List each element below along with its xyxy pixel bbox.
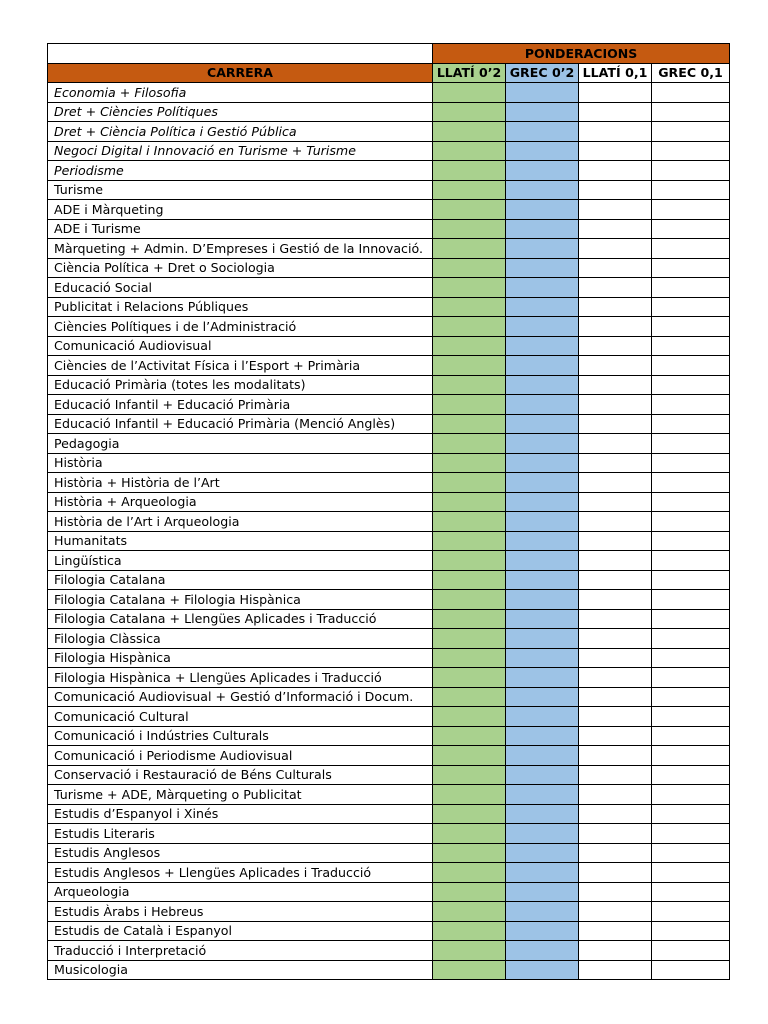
- greek-02-cell: [506, 746, 579, 766]
- greek-01-cell: [652, 122, 730, 142]
- table-row: [48, 395, 730, 415]
- table-row: [48, 902, 730, 922]
- career-name-cell: Dret + Ciències Polítiques: [48, 102, 433, 122]
- career-name-cell: Filologia Catalana + Filologia Hispànica: [48, 590, 433, 610]
- table-row: [48, 239, 730, 259]
- career-name-cell: Estudis Àrabs i Hebreus: [48, 902, 433, 922]
- latin-02-cell: [433, 375, 506, 395]
- latin-01-cell: [579, 648, 652, 668]
- greek-02-cell: [506, 863, 579, 883]
- career-name-cell: Estudis Anglesos: [48, 843, 433, 863]
- latin-02-cell: [433, 278, 506, 298]
- career-name-cell: Lingüística: [48, 551, 433, 571]
- greek-02-cell: [506, 453, 579, 473]
- greek-02-cell: [506, 414, 579, 434]
- greek-02-cell: [506, 687, 579, 707]
- latin-02-cell: [433, 960, 506, 980]
- latin-02-cell: [433, 648, 506, 668]
- latin-01-cell: [579, 180, 652, 200]
- greek-01-cell: [652, 395, 730, 415]
- latin-02-cell: [433, 629, 506, 649]
- greek-01-cell: [652, 726, 730, 746]
- greek-02-cell: [506, 960, 579, 980]
- latin-01-cell: [579, 258, 652, 278]
- latin-02-cell: [433, 843, 506, 863]
- greek-01-cell: [652, 765, 730, 785]
- table-row: [48, 278, 730, 298]
- table-row: [48, 356, 730, 376]
- latin-02-cell: [433, 512, 506, 532]
- table-row: [48, 843, 730, 863]
- career-name-cell: Economia + Filosofia: [48, 83, 433, 103]
- career-name-cell: Humanitats: [48, 531, 433, 551]
- table-row: [48, 648, 730, 668]
- greek-01-cell: [652, 609, 730, 629]
- greek-01-cell: [652, 785, 730, 805]
- career-rows: [48, 83, 730, 980]
- greek-02-cell: [506, 726, 579, 746]
- latin-02-cell: [433, 707, 506, 727]
- greek-01-cell: [652, 629, 730, 649]
- greek-01-cell: [652, 902, 730, 922]
- latin-01-cell: [579, 746, 652, 766]
- table-row: [48, 473, 730, 493]
- latin-01-cell: [579, 278, 652, 298]
- greek-02-cell: [506, 921, 579, 941]
- latin-02-cell: [433, 219, 506, 239]
- career-name-cell: Ciències de l’Activitat Física i l’Esport + Primària: [48, 356, 433, 376]
- greek-01-cell: [652, 746, 730, 766]
- career-name-cell: Turisme: [48, 180, 433, 200]
- table-row: [48, 336, 730, 356]
- table-row: [48, 375, 730, 395]
- latin-02-cell: [433, 804, 506, 824]
- latin-01-cell: [579, 219, 652, 239]
- latin-01-cell: [579, 726, 652, 746]
- greek-02-cell: [506, 648, 579, 668]
- table-row: [48, 512, 730, 532]
- greek-02-cell: [506, 200, 579, 220]
- greek-02-cell: [506, 336, 579, 356]
- latin-01-cell: [579, 512, 652, 532]
- latin-02-cell: [433, 492, 506, 512]
- latin-01-cell: [579, 200, 652, 220]
- career-name-cell: Filologia Hispànica + Llengües Aplicades i Traducció: [48, 668, 433, 688]
- greek-01-cell: [652, 707, 730, 727]
- greek-02-cell: [506, 297, 579, 317]
- career-name-cell: Musicologia: [48, 960, 433, 980]
- career-name-cell: Ciències Polítiques i de l’Administració: [48, 317, 433, 337]
- greek-01-cell: [652, 141, 730, 161]
- greek-01-cell: [652, 414, 730, 434]
- career-name-cell: Educació Social: [48, 278, 433, 298]
- career-name-cell: Filologia Catalana: [48, 570, 433, 590]
- latin-01-cell: [579, 629, 652, 649]
- career-name-cell: Pedagogia: [48, 434, 433, 454]
- header-row-columns: [48, 63, 730, 83]
- latin-01-cell: [579, 570, 652, 590]
- table-row: [48, 726, 730, 746]
- greek-02-cell: [506, 707, 579, 727]
- career-name-cell: Estudis Literaris: [48, 824, 433, 844]
- latin-01-cell: [579, 102, 652, 122]
- greek-02-cell: [506, 531, 579, 551]
- table-row: [48, 492, 730, 512]
- greek-02-cell: [506, 882, 579, 902]
- career-name-cell: Comunicació Audiovisual: [48, 336, 433, 356]
- latin-01-cell: [579, 395, 652, 415]
- table-row: [48, 531, 730, 551]
- latin-01-cell: [579, 83, 652, 103]
- table-row: [48, 297, 730, 317]
- latin-01-cell: [579, 902, 652, 922]
- latin-01-cell: [579, 707, 652, 727]
- greek-01-cell: [652, 336, 730, 356]
- career-name-cell: Filologia Clàssica: [48, 629, 433, 649]
- career-name-cell: Periodisme: [48, 161, 433, 181]
- greek-02-cell: [506, 434, 579, 454]
- greek-02-cell: [506, 804, 579, 824]
- career-name-cell: Comunicació Cultural: [48, 707, 433, 727]
- latin-02-cell: [433, 122, 506, 142]
- greek-01-cell: [652, 687, 730, 707]
- career-name-cell: Estudis Anglesos + Llengües Aplicades i Traducció: [48, 863, 433, 883]
- greek-02-cell: [506, 512, 579, 532]
- latin-01-cell: [579, 863, 652, 883]
- career-name-cell: Filologia Hispànica: [48, 648, 433, 668]
- greek-01-cell: [652, 941, 730, 961]
- greek-02-cell: [506, 785, 579, 805]
- greek-02-cell: [506, 122, 579, 142]
- latin-01-cell: [579, 882, 652, 902]
- latin-02-cell: [433, 863, 506, 883]
- latin-02-cell: [433, 824, 506, 844]
- header-row-group: [48, 44, 730, 64]
- latin-02-cell: [433, 434, 506, 454]
- latin-02-cell: [433, 902, 506, 922]
- latin-01-cell: [579, 551, 652, 571]
- greek-01-cell: [652, 512, 730, 532]
- greek-01-cell: [652, 239, 730, 259]
- greek-01-cell: [652, 356, 730, 376]
- table-row: [48, 824, 730, 844]
- greek-02-cell: [506, 843, 579, 863]
- table-row: [48, 219, 730, 239]
- latin-02-cell: [433, 141, 506, 161]
- greek-01-cell: [652, 278, 730, 298]
- greek-01-cell: [652, 434, 730, 454]
- latin-02-cell: [433, 941, 506, 961]
- latin-01-cell: [579, 687, 652, 707]
- table-row: [48, 200, 730, 220]
- greek-01-cell: [652, 161, 730, 181]
- career-name-cell: Comunicació i Periodisme Audiovisual: [48, 746, 433, 766]
- table-row: [48, 453, 730, 473]
- greek-02-cell: [506, 765, 579, 785]
- career-name-cell: Traducció i Interpretació: [48, 941, 433, 961]
- latin-02-cell: [433, 746, 506, 766]
- latin-02-cell: [433, 239, 506, 259]
- latin-02-cell: [433, 551, 506, 571]
- table-row: [48, 551, 730, 571]
- career-name-cell: Turisme + ADE, Màrqueting o Publicitat: [48, 785, 433, 805]
- career-name-cell: ADE i Turisme: [48, 219, 433, 239]
- greek-01-cell: [652, 473, 730, 493]
- career-name-cell: Història + Arqueologia: [48, 492, 433, 512]
- latin-02-cell: [433, 668, 506, 688]
- table-row: [48, 765, 730, 785]
- latin-01-cell: [579, 161, 652, 181]
- greek-01-cell: [652, 453, 730, 473]
- career-name-cell: Història de l’Art i Arqueologia: [48, 512, 433, 532]
- greek-02-cell: [506, 219, 579, 239]
- latin-01-cell: [579, 317, 652, 337]
- greek-01-cell: [652, 180, 730, 200]
- career-name-cell: Estudis d’Espanyol i Xinés: [48, 804, 433, 824]
- greek-02-cell: [506, 570, 579, 590]
- table-row: [48, 258, 730, 278]
- greek-01-cell: [652, 297, 730, 317]
- table-row: [48, 941, 730, 961]
- career-name-cell: Filologia Catalana + Llengües Aplicades i Traducció: [48, 609, 433, 629]
- greek-01-cell: [652, 200, 730, 220]
- latin-02-cell: [433, 200, 506, 220]
- greek-02-cell: [506, 590, 579, 610]
- table-row: [48, 668, 730, 688]
- greek-01-cell: [652, 824, 730, 844]
- career-name-cell: Ciència Política + Dret o Sociologia: [48, 258, 433, 278]
- latin-02-cell: [433, 570, 506, 590]
- table-row: [48, 609, 730, 629]
- career-name-cell: Història + Història de l’Art: [48, 473, 433, 493]
- career-name-cell: Educació Infantil + Educació Primària (Menció Anglès): [48, 414, 433, 434]
- career-name-cell: Estudis de Català i Espanyol: [48, 921, 433, 941]
- table-row: [48, 590, 730, 610]
- table-row: [48, 960, 730, 980]
- table-row: [48, 707, 730, 727]
- header-blank-cell: [48, 44, 433, 64]
- greek-01-cell: [652, 882, 730, 902]
- table-row: [48, 863, 730, 883]
- greek-01-cell: [652, 551, 730, 571]
- greek-02-cell: [506, 83, 579, 103]
- latin-01-cell: [579, 531, 652, 551]
- latin-02-cell: [433, 687, 506, 707]
- table-row: [48, 102, 730, 122]
- latin-01-cell: [579, 414, 652, 434]
- greek-02-cell: [506, 317, 579, 337]
- latin-01-cell: [579, 824, 652, 844]
- latin-01-column-header: LLATÍ 0,1: [579, 63, 652, 83]
- latin-02-cell: [433, 765, 506, 785]
- table-row: [48, 746, 730, 766]
- table-row: [48, 687, 730, 707]
- latin-01-cell: [579, 492, 652, 512]
- latin-02-cell: [433, 785, 506, 805]
- latin-01-cell: [579, 960, 652, 980]
- career-name-cell: Conservació i Restauració de Béns Culturals: [48, 765, 433, 785]
- latin-01-cell: [579, 239, 652, 259]
- latin-01-cell: [579, 473, 652, 493]
- latin-02-cell: [433, 83, 506, 103]
- latin-02-cell: [433, 882, 506, 902]
- latin-02-cell: [433, 726, 506, 746]
- greek-01-cell: [652, 102, 730, 122]
- greek-01-cell: [652, 258, 730, 278]
- latin-02-cell: [433, 336, 506, 356]
- greek-02-cell: [506, 180, 579, 200]
- latin-01-cell: [579, 375, 652, 395]
- career-column-header: CARRERA: [48, 63, 433, 83]
- latin-02-cell: [433, 453, 506, 473]
- latin-01-cell: [579, 453, 652, 473]
- greek-02-cell: [506, 941, 579, 961]
- career-name-cell: Comunicació i Indústries Culturals: [48, 726, 433, 746]
- greek-02-cell: [506, 551, 579, 571]
- greek-01-cell: [652, 590, 730, 610]
- latin-01-cell: [579, 590, 652, 610]
- latin-02-cell: [433, 921, 506, 941]
- latin-01-cell: [579, 765, 652, 785]
- table-row: [48, 570, 730, 590]
- greek-01-cell: [652, 921, 730, 941]
- latin-01-cell: [579, 668, 652, 688]
- greek-02-cell: [506, 278, 579, 298]
- greek-02-cell: [506, 375, 579, 395]
- table-row: [48, 122, 730, 142]
- table-row: [48, 83, 730, 103]
- latin-02-cell: [433, 395, 506, 415]
- latin-02-cell: [433, 317, 506, 337]
- greek-01-cell: [652, 843, 730, 863]
- latin-01-cell: [579, 122, 652, 142]
- greek-01-cell: [652, 492, 730, 512]
- latin-01-cell: [579, 785, 652, 805]
- latin-01-cell: [579, 921, 652, 941]
- table-row: [48, 161, 730, 181]
- greek-01-cell: [652, 531, 730, 551]
- table-row: [48, 141, 730, 161]
- latin-02-cell: [433, 609, 506, 629]
- ponderacions-header: PONDERACIONS: [433, 44, 730, 64]
- table-row: [48, 629, 730, 649]
- greek-02-cell: [506, 609, 579, 629]
- latin-02-cell: [433, 297, 506, 317]
- greek-02-cell: [506, 492, 579, 512]
- latin-02-cell: [433, 356, 506, 376]
- greek-01-cell: [652, 375, 730, 395]
- greek-02-cell: [506, 258, 579, 278]
- career-name-cell: Comunicació Audiovisual + Gestió d’Informació i Docum.: [48, 687, 433, 707]
- latin-02-cell: [433, 258, 506, 278]
- greek-01-cell: [652, 668, 730, 688]
- latin-02-cell: [433, 180, 506, 200]
- table-row: [48, 785, 730, 805]
- greek-01-cell: [652, 648, 730, 668]
- latin-02-cell: [433, 161, 506, 181]
- latin-02-cell: [433, 414, 506, 434]
- greek-02-cell: [506, 473, 579, 493]
- greek-02-column-header: GREC 0’2: [506, 63, 579, 83]
- greek-01-cell: [652, 317, 730, 337]
- table-row: [48, 414, 730, 434]
- table-row: [48, 882, 730, 902]
- greek-01-cell: [652, 863, 730, 883]
- greek-01-column-header: GREC 0,1: [652, 63, 730, 83]
- career-name-cell: Dret + Ciència Política i Gestió Pública: [48, 122, 433, 142]
- greek-01-cell: [652, 804, 730, 824]
- ponderacions-table: [47, 43, 730, 980]
- greek-02-cell: [506, 668, 579, 688]
- greek-01-cell: [652, 960, 730, 980]
- career-name-cell: Educació Primària (totes les modalitats): [48, 375, 433, 395]
- greek-01-cell: [652, 83, 730, 103]
- latin-02-cell: [433, 590, 506, 610]
- greek-01-cell: [652, 219, 730, 239]
- latin-01-cell: [579, 843, 652, 863]
- latin-01-cell: [579, 336, 652, 356]
- greek-02-cell: [506, 102, 579, 122]
- latin-01-cell: [579, 356, 652, 376]
- career-name-cell: ADE i Màrqueting: [48, 200, 433, 220]
- latin-02-column-header: LLATÍ 0’2: [433, 63, 506, 83]
- career-name-cell: Publicitat i Relacions Públiques: [48, 297, 433, 317]
- latin-01-cell: [579, 804, 652, 824]
- greek-02-cell: [506, 356, 579, 376]
- greek-02-cell: [506, 629, 579, 649]
- table-row: [48, 921, 730, 941]
- greek-02-cell: [506, 141, 579, 161]
- table-row: [48, 317, 730, 337]
- career-name-cell: Negoci Digital i Innovació en Turisme + Turisme: [48, 141, 433, 161]
- latin-01-cell: [579, 609, 652, 629]
- latin-01-cell: [579, 434, 652, 454]
- latin-01-cell: [579, 297, 652, 317]
- latin-01-cell: [579, 941, 652, 961]
- table-row: [48, 180, 730, 200]
- greek-01-cell: [652, 570, 730, 590]
- career-name-cell: Màrqueting + Admin. D’Empreses i Gestió de la Innovació.: [48, 239, 433, 259]
- greek-02-cell: [506, 824, 579, 844]
- latin-01-cell: [579, 141, 652, 161]
- latin-02-cell: [433, 531, 506, 551]
- career-name-cell: Arqueologia: [48, 882, 433, 902]
- greek-02-cell: [506, 395, 579, 415]
- latin-02-cell: [433, 473, 506, 493]
- greek-02-cell: [506, 239, 579, 259]
- career-name-cell: Educació Infantil + Educació Primària: [48, 395, 433, 415]
- greek-02-cell: [506, 902, 579, 922]
- greek-02-cell: [506, 161, 579, 181]
- table-row: [48, 434, 730, 454]
- latin-02-cell: [433, 102, 506, 122]
- career-name-cell: Història: [48, 453, 433, 473]
- table-row: [48, 804, 730, 824]
